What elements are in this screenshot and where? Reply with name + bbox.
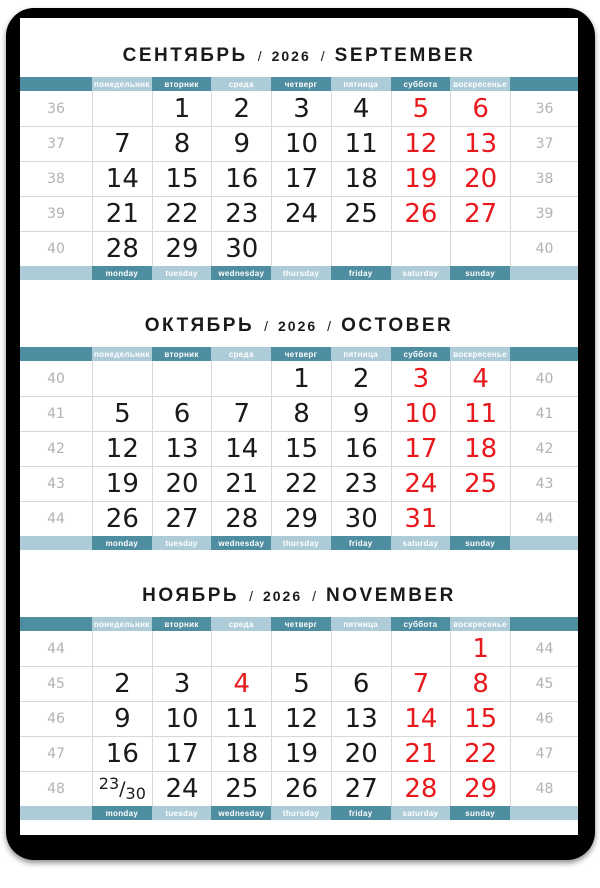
- day-cell: 25: [211, 771, 271, 806]
- combined-date: [98, 774, 146, 803]
- title-separator: /: [264, 317, 269, 334]
- weekday-header-row: [20, 77, 578, 91]
- weekday-header-cell: четверг: [271, 617, 331, 631]
- week-number-cell: 43: [510, 466, 578, 501]
- day-cell: 12: [271, 701, 331, 736]
- weekday-footer-cell: monday: [92, 266, 152, 280]
- day-cell: 26: [92, 501, 152, 536]
- day-cell: 14: [92, 161, 152, 196]
- day-cell: 16: [92, 736, 152, 771]
- day-cell: 12: [92, 431, 152, 466]
- month-block-october: [20, 288, 578, 550]
- day-cell: 18: [331, 161, 391, 196]
- day-cell: 3: [271, 91, 331, 126]
- day-cell: [271, 231, 331, 266]
- weekday-header-cell: среда: [211, 77, 271, 91]
- week-row: [20, 501, 578, 536]
- day-cell: 19: [391, 161, 451, 196]
- day-cell: 1: [152, 91, 212, 126]
- day-cell: 21: [211, 466, 271, 501]
- day-cell: [211, 631, 271, 666]
- weekday-footer-cell: wednesday: [211, 266, 271, 280]
- day-cell: 15: [271, 431, 331, 466]
- day-cell: [92, 631, 152, 666]
- weekday-footer-cell: thursday: [271, 266, 331, 280]
- weekday-header-cell: воскресенье: [450, 617, 510, 631]
- weekday-header-row: [20, 617, 578, 631]
- week-number-cell: 47: [510, 736, 578, 771]
- week-number-cell: 48: [510, 771, 578, 806]
- band-edge-cell: [510, 806, 578, 820]
- week-row: [20, 771, 578, 806]
- weekday-header-cell: суббота: [391, 617, 451, 631]
- day-cell: 29: [152, 231, 212, 266]
- day-cell: 23: [331, 466, 391, 501]
- day-cell: 29: [450, 771, 510, 806]
- combined-date-slash: /: [119, 777, 126, 800]
- title-year: 2026: [278, 317, 318, 334]
- day-cell: 5: [391, 91, 451, 126]
- day-cell: 17: [391, 431, 451, 466]
- band-edge-cell: [510, 536, 578, 550]
- weekday-header-row: [20, 347, 578, 361]
- week-number-cell: 38: [20, 161, 92, 196]
- day-cell: 20: [331, 736, 391, 771]
- band-edge-cell: [20, 77, 92, 91]
- day-cell: 26: [271, 771, 331, 806]
- day-cell: 9: [331, 396, 391, 431]
- week-number-cell: 40: [47, 370, 65, 387]
- band-edge-cell: [510, 77, 578, 91]
- day-cell: 22: [450, 736, 510, 771]
- week-row: [20, 91, 578, 126]
- day-cell: 8: [450, 666, 510, 701]
- weekday-footer-cell: wednesday: [211, 536, 271, 550]
- weekday-header-cell: воскресенье: [450, 347, 510, 361]
- week-number-cell: 36: [47, 100, 65, 117]
- weekday-header-cell: среда: [211, 617, 271, 631]
- title-separator: /: [257, 47, 262, 64]
- day-cell: 13: [152, 431, 212, 466]
- week-number-cell: 46: [20, 701, 92, 736]
- day-cell: 11: [450, 396, 510, 431]
- day-cell: 30: [331, 501, 391, 536]
- day-cell: 25: [331, 196, 391, 231]
- band-edge-cell: [20, 347, 92, 361]
- weekday-footer-cell: saturday: [391, 806, 451, 820]
- day-cell: 12: [391, 126, 451, 161]
- month-title: [20, 558, 578, 617]
- weekday-footer-row: [20, 536, 578, 550]
- title-year: 2026: [271, 47, 311, 64]
- weekday-header-cell: пятница: [331, 347, 391, 361]
- week-row: [20, 196, 578, 231]
- week-number-cell: 41: [20, 396, 92, 431]
- day-cell: [211, 361, 271, 396]
- weekday-header-cell: четверг: [271, 77, 331, 91]
- weekday-footer-cell: saturday: [391, 536, 451, 550]
- week-row: [20, 631, 578, 666]
- day-cell: 26: [391, 196, 451, 231]
- weekday-footer-cell: thursday: [271, 806, 331, 820]
- week-number-cell: 43: [20, 466, 92, 501]
- band-edge-cell: [20, 617, 92, 631]
- month-name-en: SEPTEMBER: [334, 44, 476, 66]
- day-cell: 8: [271, 396, 331, 431]
- week-row: [20, 231, 578, 266]
- week-number-cell: 47: [20, 736, 92, 771]
- week-number-cell: 46: [510, 701, 578, 736]
- day-cell: 17: [271, 161, 331, 196]
- day-cell: 20: [450, 161, 510, 196]
- combined-date-top: 23: [98, 774, 120, 793]
- weekday-footer-cell: tuesday: [152, 536, 212, 550]
- week-number-cell: 42: [510, 431, 578, 466]
- day-cell: 6: [152, 396, 212, 431]
- day-cell: 16: [331, 431, 391, 466]
- weekday-footer-cell: sunday: [450, 536, 510, 550]
- day-cell: [391, 231, 451, 266]
- weekday-header-cell: суббота: [391, 347, 451, 361]
- day-cell: [331, 631, 391, 666]
- day-cell: 24: [271, 196, 331, 231]
- day-cell: 21: [92, 196, 152, 231]
- week-number-cell: 36: [510, 91, 578, 126]
- day-cell: 9: [211, 126, 271, 161]
- band-edge-cell: [20, 806, 92, 820]
- day-cell: 4: [450, 361, 510, 396]
- day-cell: 10: [152, 701, 212, 736]
- month-name-ru: НОЯБРЬ: [142, 584, 240, 606]
- month-name-en: NOVEMBER: [326, 584, 456, 606]
- weekday-footer-cell: sunday: [450, 266, 510, 280]
- title-separator: /: [249, 587, 253, 604]
- week-number-cell: 48: [20, 771, 92, 806]
- week-number-cell: 42: [20, 431, 92, 466]
- weekday-footer-cell: friday: [331, 806, 391, 820]
- day-cell: 14: [211, 431, 271, 466]
- weekday-footer-cell: wednesday: [211, 806, 271, 820]
- day-cell: 22: [152, 196, 212, 231]
- weekday-header-cell: понедельник: [92, 77, 152, 91]
- week-number-cell: 44: [47, 640, 65, 657]
- weekday-footer-cell: tuesday: [152, 266, 212, 280]
- week-number-cell: 38: [510, 161, 578, 196]
- weekday-header-cell: вторник: [152, 617, 212, 631]
- weekday-footer-cell: saturday: [391, 266, 451, 280]
- week-number-cell: 40: [20, 231, 92, 266]
- day-cell: [331, 231, 391, 266]
- day-cell: 2: [92, 666, 152, 701]
- weekday-footer-cell: monday: [92, 806, 152, 820]
- day-cell: 7: [391, 666, 451, 701]
- week-row: [20, 666, 578, 701]
- day-cell: 5: [271, 666, 331, 701]
- day-cell: 20: [152, 466, 212, 501]
- calendar-frame: [6, 8, 595, 860]
- day-cell: [450, 501, 510, 536]
- day-cell: 4: [211, 666, 271, 701]
- month-block-november: [20, 558, 578, 820]
- day-cell: 16: [211, 161, 271, 196]
- title-separator: /: [320, 47, 325, 64]
- week-number-cell: 40: [510, 231, 578, 266]
- day-cell: [391, 631, 451, 666]
- day-cell: 7: [92, 126, 152, 161]
- month-title: [20, 288, 578, 347]
- day-cell: 30: [211, 231, 271, 266]
- day-cell: 10: [271, 126, 331, 161]
- weekday-footer-cell: tuesday: [152, 806, 212, 820]
- week-number-cell: 45: [20, 666, 92, 701]
- weekday-header-cell: понедельник: [92, 617, 152, 631]
- day-cell: 6: [450, 91, 510, 126]
- weekday-footer-row: [20, 266, 578, 280]
- day-cell: 2: [211, 91, 271, 126]
- day-cell: [450, 231, 510, 266]
- day-cell: 29: [271, 501, 331, 536]
- week-number-cell: 44: [510, 631, 578, 666]
- band-edge-cell: [20, 536, 92, 550]
- day-cell: [92, 771, 152, 806]
- week-number-cell: 45: [510, 666, 578, 701]
- day-cell: 18: [450, 431, 510, 466]
- weekday-footer-cell: monday: [92, 536, 152, 550]
- calendar-card: [20, 18, 578, 835]
- day-cell: [152, 361, 212, 396]
- day-cell: 14: [391, 701, 451, 736]
- weekday-header-cell: вторник: [152, 347, 212, 361]
- week-row: [20, 396, 578, 431]
- day-cell: 17: [152, 736, 212, 771]
- day-cell: 3: [391, 361, 451, 396]
- month-name-ru: ОКТЯБРЬ: [144, 314, 255, 336]
- band-edge-cell: [510, 266, 578, 280]
- week-number-cell: 40: [510, 361, 578, 396]
- week-row: [20, 161, 578, 196]
- weekday-footer-cell: friday: [331, 536, 391, 550]
- title-year: 2026: [262, 587, 303, 604]
- day-cell: 15: [450, 701, 510, 736]
- day-cell: 7: [211, 396, 271, 431]
- day-cell: 19: [92, 466, 152, 501]
- week-row: [20, 736, 578, 771]
- band-edge-cell: [20, 266, 92, 280]
- band-edge-cell: [510, 347, 578, 361]
- month-name-ru: СЕНТЯБРЬ: [122, 44, 248, 66]
- day-cell: 22: [271, 466, 331, 501]
- weekday-footer-cell: thursday: [271, 536, 331, 550]
- weekday-header-cell: воскресенье: [450, 77, 510, 91]
- weekday-header-cell: пятница: [331, 77, 391, 91]
- week-number-cell: 41: [510, 396, 578, 431]
- week-row: [20, 701, 578, 736]
- weekday-header-cell: пятница: [331, 617, 391, 631]
- day-cell: 3: [152, 666, 212, 701]
- weekday-footer-row: [20, 806, 578, 820]
- day-cell: [152, 631, 212, 666]
- day-cell: 24: [152, 771, 212, 806]
- day-cell: 2: [331, 361, 391, 396]
- day-cell: 25: [450, 466, 510, 501]
- week-row: [20, 466, 578, 501]
- week-number-cell: 44: [20, 501, 92, 536]
- week-number-cell: 39: [510, 196, 578, 231]
- day-cell: 19: [271, 736, 331, 771]
- day-cell: 27: [331, 771, 391, 806]
- day-cell: 24: [391, 466, 451, 501]
- day-cell: 28: [92, 231, 152, 266]
- week-row: [20, 431, 578, 466]
- day-cell: 28: [391, 771, 451, 806]
- day-cell: 11: [331, 126, 391, 161]
- combined-date-bottom: 30: [125, 784, 146, 803]
- week-number-cell: 39: [20, 196, 92, 231]
- month-block-september: [20, 18, 578, 280]
- weekday-header-cell: среда: [211, 347, 271, 361]
- week-number-cell: 37: [20, 126, 92, 161]
- day-cell: 31: [391, 501, 451, 536]
- weekday-footer-cell: friday: [331, 266, 391, 280]
- week-row: [20, 361, 578, 396]
- weekday-header-cell: суббота: [391, 77, 451, 91]
- day-cell: 21: [391, 736, 451, 771]
- day-cell: 18: [211, 736, 271, 771]
- day-cell: 13: [450, 126, 510, 161]
- day-cell: 9: [92, 701, 152, 736]
- month-title: [20, 18, 578, 77]
- weekday-header-cell: вторник: [152, 77, 212, 91]
- title-separator: /: [312, 587, 317, 604]
- weekday-footer-cell: sunday: [450, 806, 510, 820]
- day-cell: 10: [391, 396, 451, 431]
- day-cell: 15: [152, 161, 212, 196]
- title-separator: /: [327, 317, 332, 334]
- day-cell: 6: [331, 666, 391, 701]
- day-cell: 1: [271, 361, 331, 396]
- weekday-header-cell: четверг: [271, 347, 331, 361]
- day-cell: [92, 91, 152, 126]
- day-cell: 23: [211, 196, 271, 231]
- day-cell: 28: [211, 501, 271, 536]
- day-cell: 27: [152, 501, 212, 536]
- day-cell: [92, 361, 152, 396]
- day-cell: 8: [152, 126, 212, 161]
- day-cell: 27: [450, 196, 510, 231]
- weekday-header-cell: понедельник: [92, 347, 152, 361]
- day-cell: 5: [92, 396, 152, 431]
- day-cell: 13: [331, 701, 391, 736]
- week-row: [20, 126, 578, 161]
- week-number-cell: 44: [510, 501, 578, 536]
- band-edge-cell: [510, 617, 578, 631]
- day-cell: 1: [450, 631, 510, 666]
- month-name-en: OCTOBER: [341, 314, 454, 336]
- day-cell: 4: [331, 91, 391, 126]
- day-cell: 11: [211, 701, 271, 736]
- week-number-cell: 37: [510, 126, 578, 161]
- day-cell: [271, 631, 331, 666]
